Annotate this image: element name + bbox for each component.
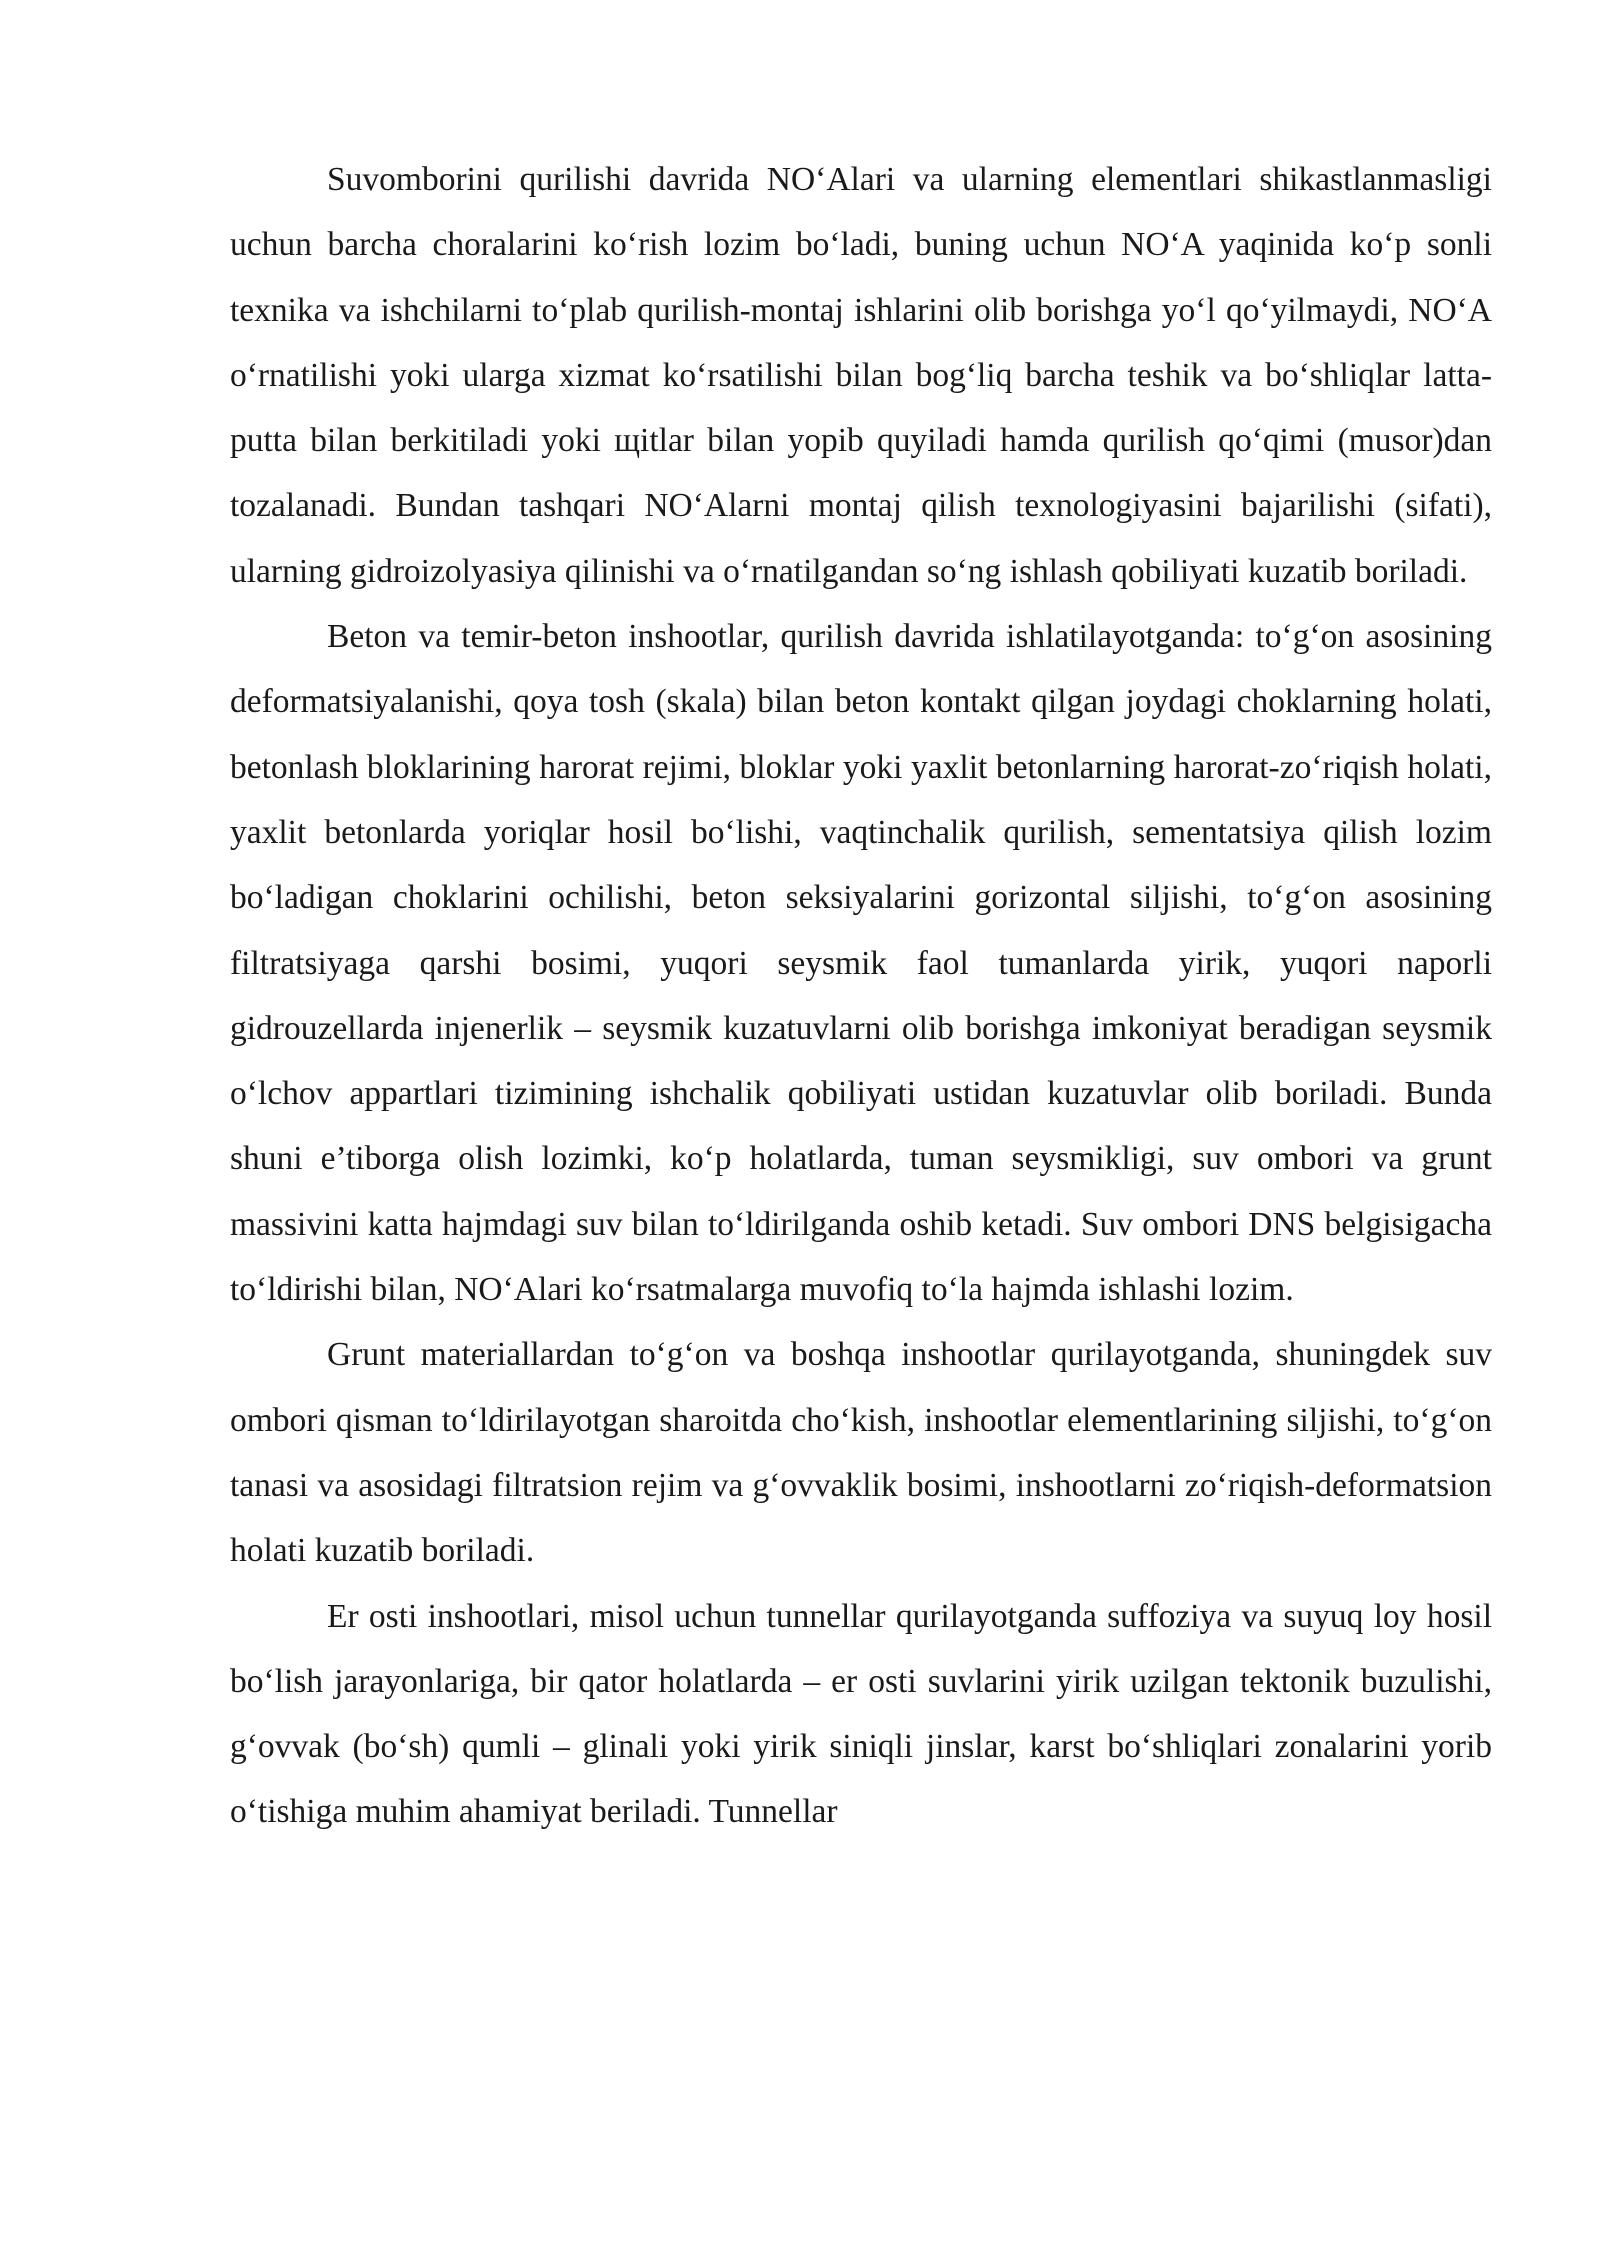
paragraph-construction-safety: Suvomborini qurilishi davrida NO‘Alari va ularning elementlari shikastlanmasligi uchun barcha choralarini ko‘rish lozim bo‘ladi, buning uchun NO‘A yaqinida ko‘p sonli texnika va ishchilarni to‘plab qurilish-montaj ishlarini olib borishga yo‘l qo‘yilmaydi, NO‘A o‘rnatilishi yoki ularga xizmat ko‘rsatilishi bilan bog‘liq barcha teshik va bo‘shliqlar latta-putta bilan berkitiladi yoki щitlar bilan yopib quyiladi hamda qurilish qo‘qimi (musor)dan tozalanadi. Bundan tashqari NO‘Alarni montaj qilish texnologiyasini bajarilishi (sifati), ularning gidroizolyasiya qilinishi va o‘rnatilgandan so‘ng ishlash qobiliyati kuzatib boriladi. bbox=[230, 161, 1492, 590]
paragraph-earth-dam-monitoring: Grunt materiallardan to‘g‘on va boshqa inshootlar qurilayotganda, shuningdek suv ombori qisman to‘ldirilayotgan sharoitda cho‘kish, inshootlar elementlarining siljishi, to‘g‘on tanasi va asosidagi filtratsion rejim va g‘ovvaklik bosimi, inshootlarni zo‘riqish-deformatsion holati kuzatib boriladi. bbox=[230, 1336, 1492, 1570]
body-text bbox=[230, 147, 1492, 1845]
paragraph-underground-structures: Er osti inshootlari, misol uchun tunnellar qurilayotganda suffoziya va suyuq loy hosil bo‘lish jarayonlariga, bir qator holatlarda – er osti suvlarini yirik uzilgan tektonik buzulishi, g‘ovvak (bo‘sh) qumli – glinali yoki yirik siniqli jinslar, karst bo‘shliqlari zonalarini yorib o‘tishiga muhim ahamiyat beriladi. Tunnellar bbox=[230, 1597, 1492, 1831]
paragraph-concrete-monitoring: Beton va temir-beton inshootlar, qurilish davrida ishlatilayotganda: to‘g‘on asosining deformatsiyalanishi, qoya tosh (skala) bilan beton kontakt qilgan joydagi choklarning holati, betonlash bloklarining harorat rejimi, bloklar yoki yaxlit betonlarning harorat-zo‘riqish holati, yaxlit betonlarda yoriqlar hosil bo‘lishi, vaqtinchalik qurilish, sementatsiya qilish lozim bo‘ladigan choklarini ochilishi, beton seksiyalarini gorizontal siljishi, to‘g‘on asosining filtratsiyaga qarshi bosimi, yuqori seysmik faol tumanlarda yirik, yuqori naporli gidrouzellarda injenerlik – seysmik kuzatuvlarni olib borishga imkoniyat beradigan seysmik o‘lchov appartlari tizimining ishchalik qobiliyati ustidan kuzatuvlar olib boriladi. Bunda shuni e’tiborga olish lozimki, ko‘p holatlarda, tuman seysmikligi, suv ombori va grunt massivini katta hajmdagi suv bilan to‘ldirilganda oshib ketadi. Suv ombori DNS belgisigacha to‘ldirishi bilan, NO‘Alari ko‘rsatmalarga muvofiq to‘la hajmda ishlashi lozim. bbox=[230, 618, 1492, 1309]
